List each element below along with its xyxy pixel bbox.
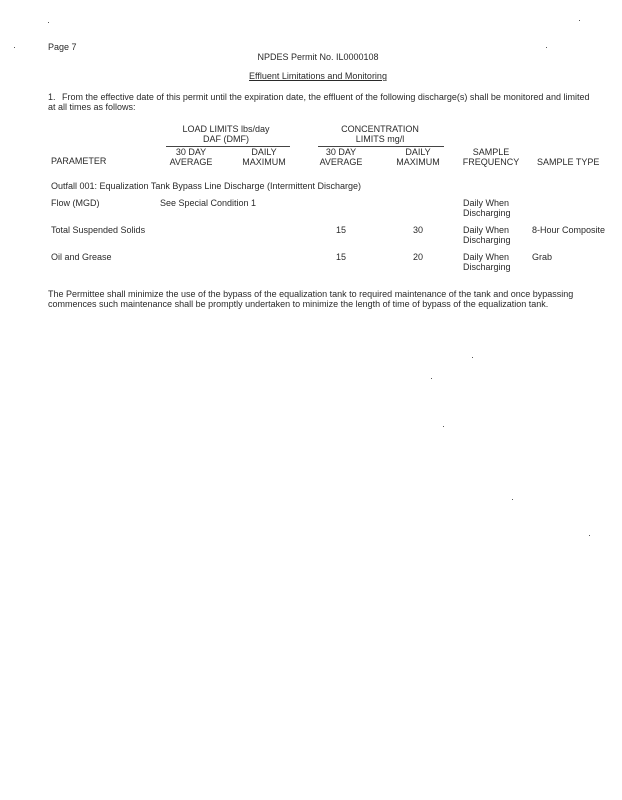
row-frequency-line2: Discharging — [463, 208, 511, 218]
intro-text-line1: From the effective date of this permit until the expiration date, the effluent of the following discharge(s) shall be monitored and limited — [62, 92, 590, 102]
load-30-day-header-line2: AVERAGE — [169, 157, 213, 167]
page-label: Page 7 — [48, 42, 77, 52]
load-limits-header: LOAD LIMITS lbs/day — [182, 124, 270, 134]
sample-frequency-header-line2: FREQUENCY — [462, 157, 520, 167]
row-conc-daily: 30 — [412, 225, 423, 235]
scan-speck — [443, 426, 444, 427]
row-conc-daily: 20 — [412, 252, 423, 262]
row-note: See Special Condition 1 — [160, 198, 257, 208]
row-frequency-line1: Daily When — [463, 225, 510, 235]
conc-30-day-header-line1: 30 DAY — [325, 147, 357, 157]
row-frequency-line1: Daily When — [463, 252, 510, 262]
row-conc-30-day: 15 — [335, 252, 346, 262]
intro-text-line2: at all times as follows: — [48, 102, 136, 112]
row-parameter: Flow (MGD) — [51, 198, 100, 208]
concentration-header: CONCENTRATION — [341, 124, 419, 134]
closing-paragraph-line1: The Permittee shall minimize the use of the bypass of the equalization tank to required maintenance of the tank and once bypassing — [48, 289, 574, 299]
scan-speck — [579, 20, 580, 21]
scan-speck — [431, 378, 432, 379]
row-parameter: Total Suspended Solids — [51, 225, 146, 235]
load-daily-header-line1: DAILY — [251, 147, 277, 157]
sample-type-header: SAMPLE TYPE — [537, 157, 600, 167]
row-parameter: Oil and Grease — [51, 252, 112, 262]
scan-speck — [589, 535, 590, 536]
scan-speck — [14, 47, 15, 48]
outfall-label: Outfall 001: Equalization Tank Bypass Line Discharge (Intermittent Discharge) — [51, 181, 361, 191]
row-sample-type: Grab — [532, 252, 553, 262]
load-daily-header-line2: MAXIMUM — [242, 157, 286, 167]
scan-speck — [546, 47, 547, 48]
scan-speck — [472, 357, 473, 358]
scan-speck — [512, 499, 513, 500]
closing-paragraph-line2: commences such maintenance shall be promptly undertaken to minimize the length of time of bypass of the equalization tank. — [48, 299, 549, 309]
row-frequency-line2: Discharging — [463, 262, 511, 272]
intro-number: 1. — [48, 92, 56, 102]
section-title: Effluent Limitations and Monitoring — [249, 71, 387, 81]
row-frequency-line1: Daily When — [463, 198, 510, 208]
conc-daily-header-line2: MAXIMUM — [396, 157, 440, 167]
concentration-subheader: LIMITS mg/l — [355, 134, 405, 144]
row-conc-30-day: 15 — [335, 225, 346, 235]
parameter-header: PARAMETER — [51, 156, 107, 166]
load-limits-subheader: DAF (DMF) — [203, 134, 249, 144]
scan-speck — [48, 22, 49, 23]
conc-30-day-header-line2: AVERAGE — [319, 157, 363, 167]
sample-frequency-header-line1: SAMPLE — [472, 147, 510, 157]
conc-daily-header-line1: DAILY — [405, 147, 431, 157]
row-sample-type: 8-Hour Composite — [532, 226, 606, 235]
row-frequency-line2: Discharging — [463, 235, 511, 245]
permit-title: NPDES Permit No. IL0000108 — [257, 52, 379, 62]
load-30-day-header-line1: 30 DAY — [175, 147, 207, 157]
